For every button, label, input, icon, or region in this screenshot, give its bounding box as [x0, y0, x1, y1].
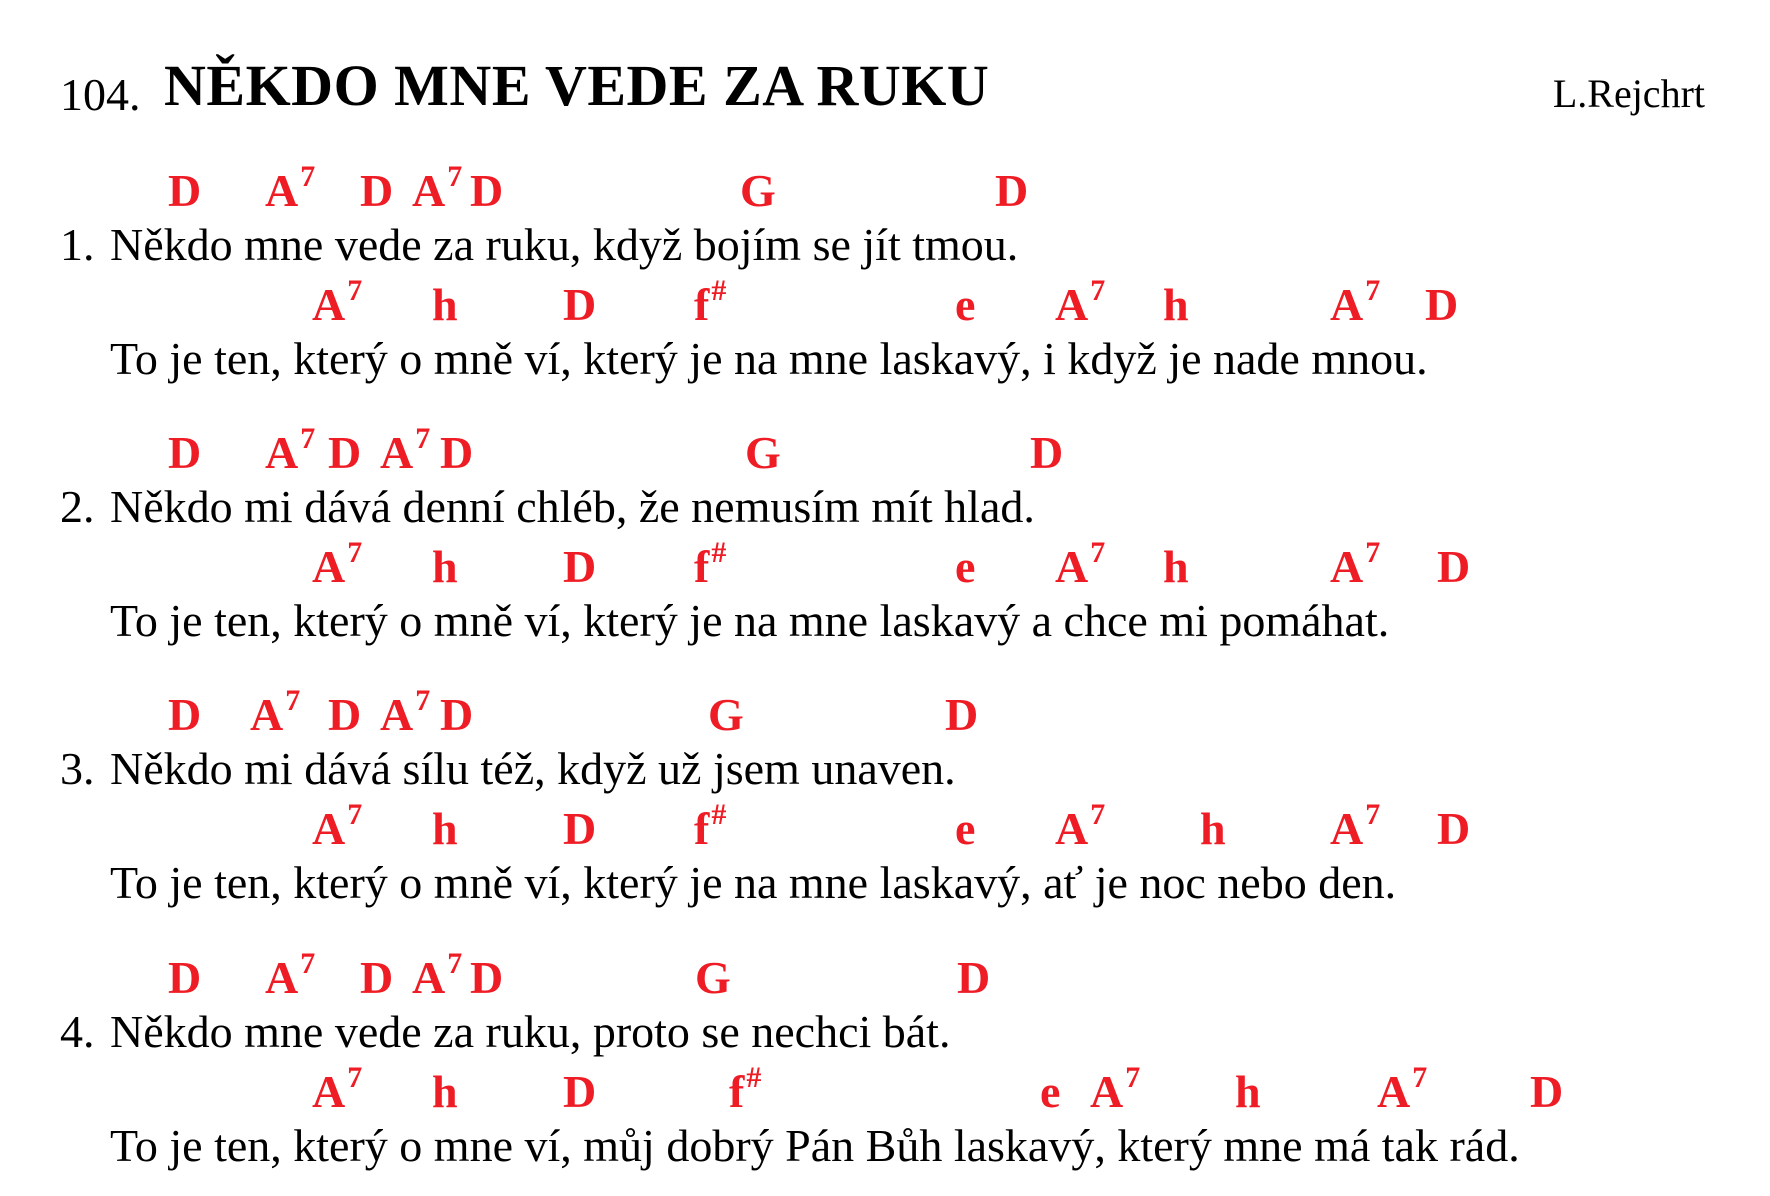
- chord-root: A: [1055, 803, 1089, 854]
- chord-modifier: 7: [347, 536, 363, 569]
- chord-modifier: 7: [415, 422, 431, 455]
- chord-root: f: [694, 803, 710, 854]
- verse-3-row1-chord: [945, 689, 979, 740]
- chord-root: A: [312, 1066, 346, 1117]
- chord-root: G: [708, 689, 744, 740]
- chord-modifier: #: [711, 798, 727, 831]
- chord-root: h: [432, 279, 458, 330]
- chord-root: D: [1437, 541, 1471, 592]
- verse-1-row2-chord: [312, 274, 363, 330]
- verse-2-row2-chord: [955, 541, 976, 592]
- chord-root: D: [563, 279, 597, 330]
- song-title: NĚKDO MNE VEDE ZA RUKU: [164, 53, 990, 118]
- verse-2-row2-chord: [694, 536, 727, 592]
- chord-root: A: [380, 427, 414, 478]
- chord-root: e: [955, 279, 976, 330]
- verse-4-row1-chord: [168, 952, 202, 1003]
- chord-root: G: [745, 427, 781, 478]
- chord-modifier: 7: [447, 947, 463, 980]
- chord-root: A: [1055, 279, 1089, 330]
- verse-3-row2-chord: [312, 798, 363, 854]
- verse-3-row1-chord: [440, 689, 474, 740]
- verse-1-row1-chord: [360, 165, 394, 216]
- verse-3-row2-chord: [955, 803, 976, 854]
- chord-root: A: [1330, 803, 1364, 854]
- verse-1-row1-chord: [412, 160, 463, 216]
- verse-4-row1-chord: [957, 952, 991, 1003]
- verse-1-row1-chord: [740, 165, 776, 216]
- chord-root: D: [328, 689, 362, 740]
- chord-root: D: [563, 1066, 597, 1117]
- verse-number: 2.: [60, 481, 95, 532]
- verse-number: 4.: [60, 1006, 95, 1057]
- verse-3-row1-chord: [168, 689, 202, 740]
- verse-2-row1-chord: [328, 427, 362, 478]
- chord-root: G: [740, 165, 776, 216]
- verse-number: 3.: [60, 743, 95, 794]
- chord-root: D: [563, 541, 597, 592]
- verse-2-row2-chord: [432, 541, 458, 592]
- verse-2-row2-chord: [1330, 536, 1381, 592]
- verse-2-row2-chord: [1055, 536, 1106, 592]
- chord-modifier: 7: [1412, 1061, 1428, 1094]
- chord-root: D: [957, 952, 991, 1003]
- verse-2-row1-chord: [1030, 427, 1064, 478]
- verse-line: Někdo mi dává sílu též, když už jsem unaven.: [110, 743, 956, 794]
- verse-number: 1.: [60, 219, 95, 270]
- chord-root: h: [1163, 541, 1189, 592]
- verse-4-row2-chord: [729, 1061, 762, 1117]
- chord-modifier: 7: [1090, 536, 1106, 569]
- chord-root: A: [412, 952, 446, 1003]
- verse-4-row2-chord: [1090, 1061, 1141, 1117]
- verse-2-row2-chord: [1163, 541, 1189, 592]
- chord-root: G: [695, 952, 731, 1003]
- verse-1-row2-chord: [1425, 279, 1459, 330]
- chord-root: e: [955, 803, 976, 854]
- chord-modifier: 7: [300, 947, 316, 980]
- verse-1-row2-chord: [563, 279, 597, 330]
- chord-root: e: [1040, 1066, 1061, 1117]
- verse-2-row2-chord: [312, 536, 363, 592]
- verse-2-row1-chord: [440, 427, 474, 478]
- verse-3-row2-chord: [694, 798, 727, 854]
- verse-line: Někdo mi dává denní chléb, že nemusím mít hlad.: [110, 481, 1035, 532]
- chord-root: D: [440, 427, 474, 478]
- refrain-line: To je ten, který o mně ví, který je na mne laskavý, i když je nade mnou.: [110, 333, 1428, 384]
- verse-1-row2-chord: [1330, 274, 1381, 330]
- refrain-line: To je ten, který o mně ví, který je na mne laskavý a chce mi pomáhat.: [110, 595, 1390, 646]
- chord-modifier: 7: [1090, 798, 1106, 831]
- chord-root: D: [168, 689, 202, 740]
- verse-3-row2-chord: [1330, 798, 1381, 854]
- chord-root: A: [312, 803, 346, 854]
- chord-root: h: [1235, 1066, 1261, 1117]
- chord-root: D: [995, 165, 1029, 216]
- chord-root: D: [360, 952, 394, 1003]
- chord-root: A: [312, 279, 346, 330]
- chord-root: A: [380, 689, 414, 740]
- verse-4-row2-chord: [1377, 1061, 1428, 1117]
- chord-root: A: [250, 689, 284, 740]
- chord-root: h: [1200, 803, 1226, 854]
- chord-root: h: [432, 541, 458, 592]
- verse-2-row1-chord: [265, 422, 316, 478]
- verse-2-row2-chord: [563, 541, 597, 592]
- verse-4-row1-chord: [265, 947, 316, 1003]
- verse-3-row2-chord: [432, 803, 458, 854]
- chord-root: D: [563, 803, 597, 854]
- chord-root: h: [432, 803, 458, 854]
- chord-root: A: [412, 165, 446, 216]
- chord-modifier: 7: [1365, 274, 1381, 307]
- verse-line: Někdo mne vede za ruku, proto se nechci bát.: [110, 1006, 951, 1057]
- refrain-line: To je ten, který o mne ví, můj dobrý Pán Bůh laskavý, který mne má tak rád.: [110, 1120, 1520, 1171]
- chord-root: D: [945, 689, 979, 740]
- verse-1-row2-chord: [955, 279, 976, 330]
- verse-1-row1-chord: [995, 165, 1029, 216]
- chord-modifier: 7: [347, 274, 363, 307]
- verse-1-row1-chord: [265, 160, 316, 216]
- chord-root: A: [1330, 541, 1364, 592]
- verse-4-row2-chord: [1235, 1066, 1261, 1117]
- verse-3-row2-chord: [1055, 798, 1106, 854]
- chord-modifier: 7: [347, 798, 363, 831]
- chord-modifier: 7: [415, 684, 431, 717]
- chord-root: D: [168, 165, 202, 216]
- verse-1-row2-chord: [432, 279, 458, 330]
- refrain-line: To je ten, který o mně ví, který je na mne laskavý, ať je noc nebo den.: [110, 857, 1397, 908]
- chord-root: D: [440, 689, 474, 740]
- chord-root: D: [1530, 1066, 1564, 1117]
- chord-modifier: 7: [1125, 1061, 1141, 1094]
- chord-root: D: [1030, 427, 1064, 478]
- verse-4-row1-chord: [470, 952, 504, 1003]
- verse-3-row2-chord: [1437, 803, 1471, 854]
- verse-4-row1-chord: [360, 952, 394, 1003]
- verse-3-row1-chord: [380, 684, 431, 740]
- verse-3-row1-chord: [708, 689, 744, 740]
- verse-2-row1-chord: [380, 422, 431, 478]
- song-author: L.Rejchrt: [1552, 71, 1705, 116]
- verse-line: Někdo mne vede za ruku, když bojím se jít tmou.: [110, 219, 1019, 270]
- verse-1-row2-chord: [694, 274, 727, 330]
- chord-modifier: 7: [1365, 798, 1381, 831]
- chord-root: A: [1377, 1066, 1411, 1117]
- chord-root: f: [694, 279, 710, 330]
- chord-root: D: [168, 427, 202, 478]
- chord-modifier: 7: [447, 160, 463, 193]
- verse-3-row1-chord: [250, 684, 301, 740]
- verse-2-row1-chord: [745, 427, 781, 478]
- verse-3-row1-chord: [328, 689, 362, 740]
- verse-4-row2-chord: [312, 1061, 363, 1117]
- chord-root: f: [694, 541, 710, 592]
- chord-modifier: 7: [300, 422, 316, 455]
- chord-root: D: [328, 427, 362, 478]
- verse-4-row2-chord: [563, 1066, 597, 1117]
- chord-modifier: 7: [1365, 536, 1381, 569]
- verse-4-row1-chord: [695, 952, 731, 1003]
- chord-root: D: [360, 165, 394, 216]
- chord-modifier: #: [711, 274, 727, 307]
- chord-modifier: 7: [347, 1061, 363, 1094]
- chord-root: f: [729, 1066, 745, 1117]
- chord-root: e: [955, 541, 976, 592]
- chord-modifier: 7: [285, 684, 301, 717]
- song-number: 104.: [60, 69, 141, 120]
- chord-modifier: #: [746, 1061, 762, 1094]
- chord-modifier: 7: [1090, 274, 1106, 307]
- verse-2-row1-chord: [168, 427, 202, 478]
- verse-3-row2-chord: [1200, 803, 1226, 854]
- verse-2-row2-chord: [1437, 541, 1471, 592]
- verse-4-row2-chord: [1530, 1066, 1564, 1117]
- chord-root: A: [312, 541, 346, 592]
- chord-root: A: [265, 427, 299, 478]
- chord-root: h: [1163, 279, 1189, 330]
- song-header: [60, 52, 1705, 132]
- chord-root: h: [432, 1066, 458, 1117]
- verse-4-row2-chord: [432, 1066, 458, 1117]
- verse-4-row2-chord: [1040, 1066, 1061, 1117]
- chord-root: A: [1055, 541, 1089, 592]
- chord-modifier: #: [711, 536, 727, 569]
- verse-4-row1-chord: [412, 947, 463, 1003]
- chord-root: D: [1437, 803, 1471, 854]
- chord-root: A: [265, 952, 299, 1003]
- chord-root: D: [1425, 279, 1459, 330]
- chord-root: D: [470, 952, 504, 1003]
- verse-1-row2-chord: [1055, 274, 1106, 330]
- verse-3-row2-chord: [563, 803, 597, 854]
- verse-1-row1-chord: [470, 165, 504, 216]
- chord-root: D: [470, 165, 504, 216]
- chord-root: D: [168, 952, 202, 1003]
- chord-root: A: [1330, 279, 1364, 330]
- verse-1-row1-chord: [168, 165, 202, 216]
- chord-root: A: [265, 165, 299, 216]
- chord-modifier: 7: [300, 160, 316, 193]
- verse-1-row2-chord: [1163, 279, 1189, 330]
- chord-root: A: [1090, 1066, 1124, 1117]
